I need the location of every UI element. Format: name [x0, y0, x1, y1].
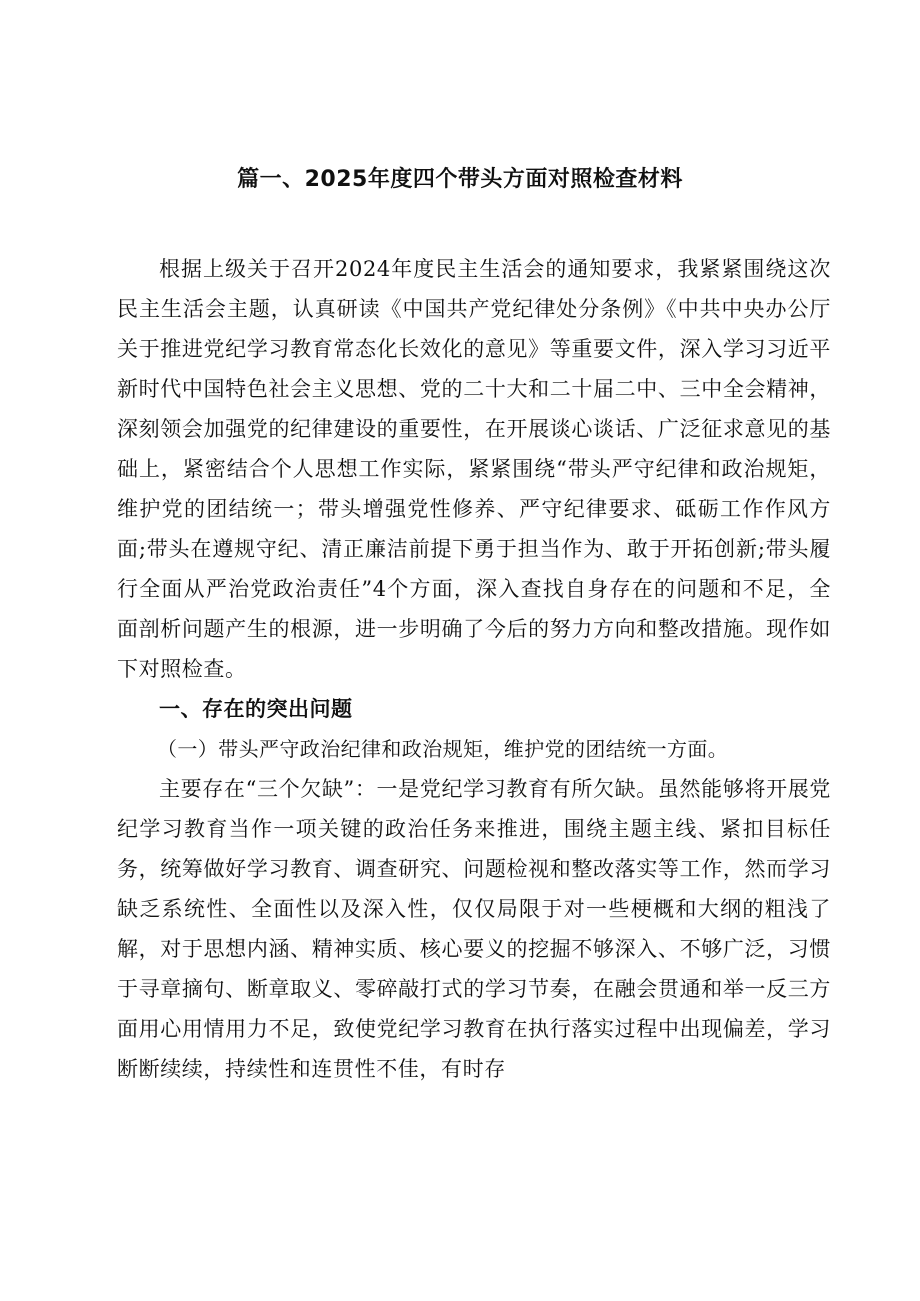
body-paragraph: 主要存在“三个欠缺”：一是党纪学习教育有所欠缺。虽然能够将开展党纪学习教育当作一项关键的政治任务来推进，围绕主题主线、紧扣目标任务，统筹做好学习教育、调查研究、问题检视和整改落实等工作，然而学习缺乏系统性、全面性以及深入性，仅仅局限于对一些梗概和大纲的粗浅了解，对于思想内涵、精神实质、核心要义的挖掘不够深入、不够广泛，习惯于寻章摘句、断章取义、零碎敲打式的学习节奏，在融会贯通和举一反三方面用心用情用力不足，致使党纪学习教育在执行落实过程中出现偏差，学习断断续续，持续性和连贯性不佳，有时存: [117, 777, 831, 1081]
document-body: [117, 249, 831, 1089]
subsection-heading: （一）带头严守政治纪律和政治规矩，维护党的团结统一方面。: [157, 737, 729, 761]
document-title: 篇一、2025年度四个带头方面对照检查材料: [237, 167, 683, 192]
section-heading: 一、存在的突出问题: [159, 697, 353, 721]
intro-paragraph: 根据上级关于召开2024年度民主生活会的通知要求，我紧紧围绕这次民主生活会主题，认真研读《中国共产党纪律处分条例》《中共中央办公厅关于推进党纪学习教育常态化长效化的意见》等重要文件，深入学习习近平新时代中国特色社会主义思想、党的二十大和二十届二中、三中全会精神，深刻领会加强党的纪律建设的重要性，在开展谈心谈话、广泛征求意见的基础上，紧密结合个人思想工作实际，紧紧围绕“带头严守纪律和政治规矩，维护党的团结统一；带头增强党性修养、严守纪律要求、砥砺工作作风方面;带头在遵规守纪、清正廉洁前提下勇于担当作为、敢于开拓创新;带头履行全面从严治党政治责任”4个方面，深入查找自身存在的问题和不足，全面剖析问题产生的根源，进一步明确了今后的努力方向和整改措施。现作如下对照检查。: [117, 257, 831, 681]
